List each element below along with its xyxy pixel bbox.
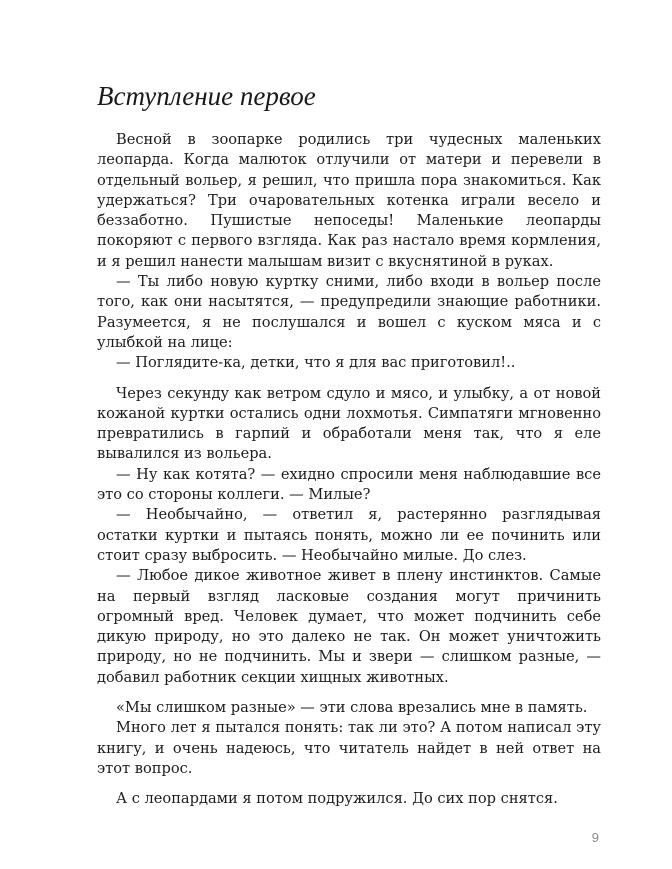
paragraph: — Любое дикое животное живет в плену инстинктов. Самые на первый взгляд ласковые создания могут причинить огромный вред. Человек думает, что может подчинить себе дикую природу, но это далеко не так. Он может уничтожить природу, но не подчинить. Мы и звери — слишком разные, — добавил работник секции хищных животных. [97,567,601,686]
paragraph: Много лет я пытался понять: так ли это? А потом написал эту книгу, и очень надеюсь, что читатель найдет в ней ответ на этот вопрос. [97,719,601,777]
chapter-body [97,130,601,810]
paragraph: Весной в зоопарке родились три чудесных маленьких леопарда. Когда малюток отлучили от матери и перевели в отдельный вольер, я решил, что пришла пора знакомиться. Как удержаться? Три очаровательных котенка играли весело и беззаботно. Пушистые непоседы! Маленькие леопарды покоряют с первого взгляда. Как раз настало время кормления, и я решил нанести малышам визит с вкуснятиной в руках. [97,131,601,270]
paragraph: Через секунду как ветром сдуло и мясо, и улыбку, а от новой кожаной куртки остались одни лохмотья. Симпатяги мгновенно превратились в гарпий и обработали меня так, что я еле вывалился из вольера. [97,384,601,463]
paragraph: — Ты либо новую куртку сними, либо входи в вольер после того, как они насытятся, — предупредили знающие работники. Разумеется, я не послушался и вошел с куском мяса и с улыбкой на лице: [97,273,601,351]
paragraph: — Ну как котята? — ехидно спросили меня наблюдавшие все это со стороны коллеги. — Милые? [97,465,601,504]
page-number: 9 [591,830,599,845]
paragraph: — Необычайно, — ответил я, растерянно разглядывая остатки куртки и пытаясь понять, можно ли ее починить или стоит сразу выбросить. — Необычайно милые. До слез. [97,506,601,564]
chapter-title: Вступление первое [97,81,316,111]
paragraph: А с леопардами я потом подружился. До сих пор снятся. [116,790,558,808]
paragraph: «Мы слишком разные» — эти слова врезались мне в память. [116,699,588,717]
paragraph: — Поглядите-ка, детки, что я для вас приготовил!.. [116,354,516,372]
